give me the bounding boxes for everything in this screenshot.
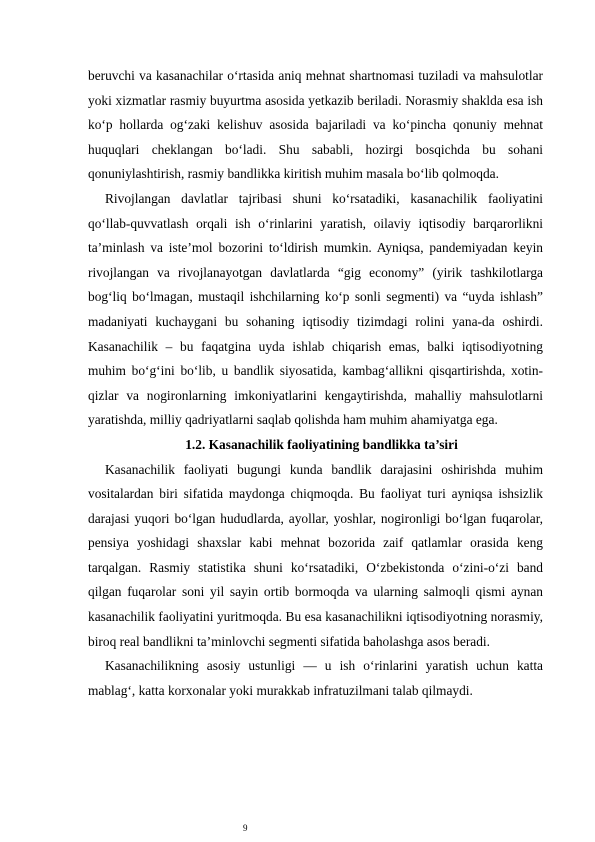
document-page (88, 64, 543, 703)
paragraph-employment-impact: Kasanachilik faoliyati bugungi kunda bandlik darajasini oshirishda muhim vositalardan biri sifatida maydonga chiqmoqda. Bu faoliyat turi ayniqsa ishsizlik darajasi yuqori bo‘lgan hududlarda, ayollar, yoshlar, nogironligi bo‘lgan fuqarolar, pensiya yoshidagi shaxslar kabi mehnat bozorida zaif qatlamlar orasida keng tarqalgan. Rasmiy statistika shuni ko‘rsatadiki, O‘zbekistonda o‘zini-o‘zi band qilgan fuqarolar soni yil sayin ortib bormoqda va ularning salmoqli qismi aynan kasanachilik faoliyatini yuritmoqda. Bu esa kasanachilikni iqtisodiyotning norasmiy, biroq real bandlikni ta’minlovchi segmenti sifatida baholashga asos beradi. (88, 461, 543, 649)
paragraph-developed-countries: Rivojlangan davlatlar tajribasi shuni ko‘rsatadiki, kasanachilik faoliyatini qo‘llab-quvvatlash orqali ish o‘rinlarini yaratish, oilaviy iqtisodiy barqarorlikni ta’minlash va iste’mol bozorini to‘ldirish mumkin. Ayniqsa, pandemiyadan keyin rivojlangan va rivojlanayotgan davlatlarda “gig economy” (yirik tashkilotlarga bog‘liq bo‘lmagan, mustaqil ishchilarning ko‘p sonli segmenti) va “uyda ishlash” madaniyati kuchaygani bu sohaning iqtisodiy tizimdagi rolini yana-da oshirdi. Kasanachilik – bu faqatgina uyda ishlab chiqarish emas, balki iqtisodiyotning muhim bo‘g‘ini bo‘lib, u bandlik siyosatida, kambag‘allikni qisqartirishda, xotin-qizlar va nogironlarning imkoniyatlarini kengaytirishda, mahalliy mahsulotlarni yaratishda, milliy qadriyatlarni saqlab qolishda ham muhim ahamiyatga ega. (88, 190, 543, 428)
page-number: 9 (243, 823, 248, 833)
paragraph-contract-continuation: beruvchi va kasanachilar o‘rtasida aniq mehnat shartnomasi tuziladi va mahsulotlar yoki xizmatlar rasmiy buyurtma asosida yetkazib beriladi. Norasmiy shaklda esa ish ko‘p hollarda og‘zaki kelishuv asosida bajariladi va ko‘pincha qonuniy mehnat huquqlari cheklangan bo‘ladi. Shu sababli, hozirgi bosqichda bu sohani qonuniylashtirish, rasmiy bandlikka kiritish muhim masala bo‘lib qolmoqda. (88, 68, 543, 182)
paragraph-main-advantage: Kasanachilikning asosiy ustunligi — u ish o‘rinlarini yaratish uchun katta mablag‘, katta korxonalar yoki murakkab infratuzilmani talab qilmaydi. (88, 658, 543, 698)
section-heading: 1.2. Kasanachilik faoliyatining bandlikka ta’siri (185, 436, 458, 452)
